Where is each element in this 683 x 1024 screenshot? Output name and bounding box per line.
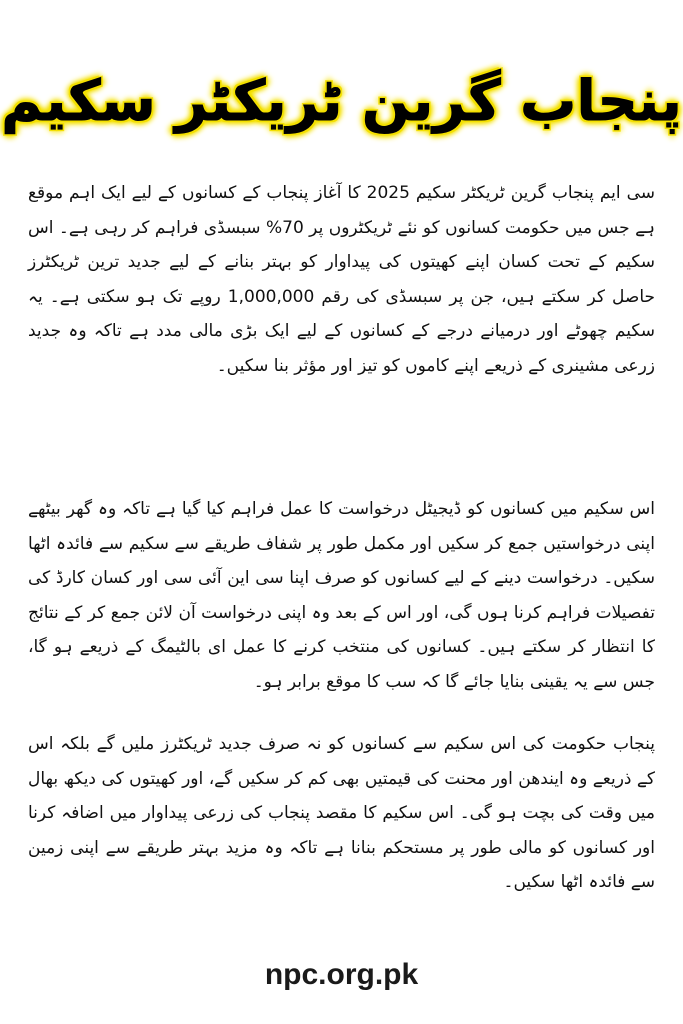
- site-watermark: npc.org.pk: [264, 958, 419, 991]
- page-title: پنجاب گرین ٹریکٹر سکیم: [1, 69, 682, 134]
- paragraph-intro: سی ایم پنجاب گرین ٹریکٹر سکیم 2025 کا آغاز پنجاب کے کسانوں کے لیے ایک اہم موقع ہے جس میں حکومت کسانوں کو نئے ٹریکٹروں پر 70% سبسڈی فراہم کر رہی ہے۔ اس سکیم کے تحت کسان اپنے کھیتوں کی پیداوار کو بہتر بنانے کے لیے جدید ترین ٹریکٹرز حاصل کر سکتے ہیں، جن پر سبسڈی کی رقم 1,000,000 روپے تک ہو سکتی ہے۔ یہ سکیم چھوٹے اور درمیانے درجے کے کسانوں کے لیے ایک بڑی مالی مدد ہے تاکہ وہ جدید زرعی مشینری کے ذریعے اپنے کاموں کو تیز اور مؤثر بنا سکیں۔: [28, 183, 656, 376]
- paragraph-benefits: پنجاب حکومت کی اس سکیم سے کسانوں کو نہ صرف جدید ٹریکٹرز ملیں گے بلکہ اس کے ذریعے وہ ایندھن اور محنت کی قیمتیں بھی کم کر سکیں گے، اور کھیتوں کی دیکھ بھال میں وقت کی بچت ہو گی۔ اس سکیم کا مقصد پنجاب کی زرعی پیداوار میں اضافہ کرنا اور کسانوں کو مالی طور پر مستحکم بنانا ہے تاکہ وہ مزید بہتر طریقے سے اپنی زمین سے فائدہ اٹھا سکیں۔: [28, 734, 655, 892]
- paragraph-application: اس سکیم میں کسانوں کو ڈیجیٹل درخواست کا عمل فراہم کیا گیا ہے تاکہ وہ گھر بیٹھے اپنی درخواستیں جمع کر سکیں اور مکمل طور پر شفاف طریقے سے سکیم سے فائدہ اٹھا سکیں۔ درخواست دینے کے لیے کسانوں کو صرف اپنا سی این آئی سی اور کسان کارڈ کی تفصیلات فراہم کرنا ہوں گی، اور اس کے بعد وہ اپنی درخواست آن لائن جمع کر کے نتائج کا انتظار کر سکتے ہیں۔ کسانوں کی منتخب کرنے کا عمل ای بالٹیمگ کے ذریعے ہو گا، جس سے یہ یقینی بنایا جائے گا کہ سب کا موقع برابر ہو۔: [28, 499, 655, 692]
- title-banner: [1, 42, 682, 162]
